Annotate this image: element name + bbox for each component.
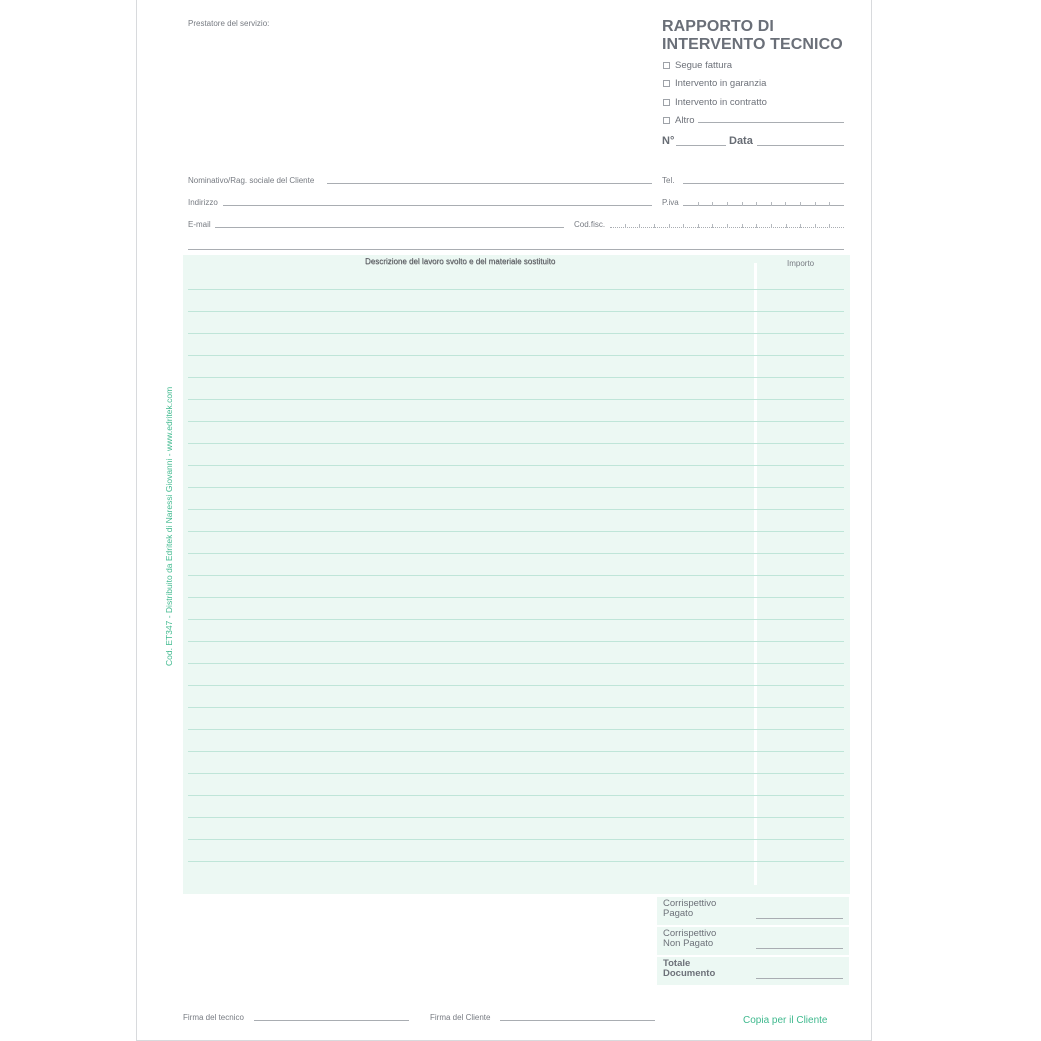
table-row[interactable] <box>188 729 844 730</box>
checkbox-icon[interactable] <box>663 80 670 87</box>
field-tick <box>727 224 728 228</box>
table-row[interactable] <box>188 817 844 818</box>
total-unpaid-line1: Corrispettivo <box>663 928 717 939</box>
total-unpaid-field[interactable] <box>756 948 843 949</box>
client-signature-label: Firma del Cliente <box>430 1013 491 1022</box>
date-field[interactable] <box>757 145 844 146</box>
technician-signature-label: Firma del tecnico <box>183 1013 244 1022</box>
table-row[interactable] <box>188 553 844 554</box>
vat-field[interactable] <box>683 205 844 206</box>
title-line-2: INTERVENTO TECNICO <box>662 36 843 53</box>
total-paid-field[interactable] <box>756 918 843 919</box>
report-sheet <box>136 0 872 1041</box>
table-row[interactable] <box>188 597 844 598</box>
field-tick <box>829 202 830 206</box>
table-row[interactable] <box>188 861 844 862</box>
option-segue-fattura[interactable] <box>663 60 732 71</box>
field-tick <box>786 224 787 228</box>
field-tick <box>829 224 830 228</box>
side-print-code: Cod. ET347 - Distribuito da Edritek di Naressi Giovanni - www.edritek.com <box>164 386 174 666</box>
page-title <box>662 18 843 54</box>
amount-header: Importo <box>787 259 815 268</box>
table-row[interactable] <box>188 487 844 488</box>
work-table <box>183 255 850 894</box>
table-row[interactable] <box>188 663 844 664</box>
field-tick <box>654 224 655 228</box>
field-tick <box>756 202 757 206</box>
table-row[interactable] <box>188 377 844 378</box>
field-tick <box>669 224 670 228</box>
field-tick <box>815 202 816 206</box>
field-tick <box>683 224 684 228</box>
table-row[interactable] <box>188 333 844 334</box>
technician-signature-field[interactable] <box>254 1020 409 1021</box>
table-row[interactable] <box>188 839 844 840</box>
total-paid-line2: Pagato <box>663 908 694 919</box>
table-row[interactable] <box>188 443 844 444</box>
option-intervento-contratto[interactable] <box>663 97 767 108</box>
title-line-1: RAPPORTO DI <box>662 18 774 35</box>
checkbox-icon[interactable] <box>663 117 670 124</box>
total-unpaid-line2: Non Pagato <box>663 938 714 949</box>
separator-line <box>188 249 844 250</box>
table-row[interactable] <box>188 751 844 752</box>
table-row[interactable] <box>188 795 844 796</box>
option-label: Intervento in garanzia <box>675 78 767 89</box>
email-field[interactable] <box>215 227 564 228</box>
field-tick <box>698 224 699 228</box>
table-row[interactable] <box>188 289 844 290</box>
description-header: Descrizione del lavoro svolto e del materiale sostituito <box>365 257 556 266</box>
field-tick <box>800 202 801 206</box>
address-label: Indirizzo <box>188 198 218 207</box>
total-paid-line1: Corrispettivo <box>663 898 717 909</box>
total-paid-row[interactable] <box>657 897 849 925</box>
field-tick <box>712 202 713 206</box>
option-label: Segue fattura <box>675 60 733 71</box>
copy-label: Copia per il Cliente <box>743 1015 828 1026</box>
field-tick <box>639 224 640 228</box>
field-tick <box>771 202 772 206</box>
option-label: Intervento in contratto <box>675 97 767 108</box>
table-row[interactable] <box>188 465 844 466</box>
option-altro[interactable] <box>663 115 695 126</box>
client-name-field[interactable] <box>327 183 652 184</box>
client-signature-field[interactable] <box>500 1020 655 1021</box>
field-tick <box>712 224 713 228</box>
total-document-field[interactable] <box>756 978 843 979</box>
client-name-label: Nominativo/Rag. sociale del Cliente <box>188 176 315 185</box>
vat-label: P.iva <box>662 198 679 207</box>
phone-field[interactable] <box>683 183 844 184</box>
field-tick <box>800 224 801 228</box>
table-row[interactable] <box>188 421 844 422</box>
checkbox-icon[interactable] <box>663 99 670 106</box>
table-row[interactable] <box>188 575 844 576</box>
column-divider <box>754 263 757 885</box>
field-tick <box>742 202 743 206</box>
altro-field[interactable] <box>698 122 844 123</box>
number-field[interactable] <box>676 145 726 146</box>
field-tick <box>785 202 786 206</box>
total-document-line1: Totale <box>663 958 691 969</box>
field-tick <box>771 224 772 228</box>
email-label: E-mail <box>188 220 211 229</box>
field-tick <box>727 202 728 206</box>
table-row[interactable] <box>188 641 844 642</box>
option-intervento-garanzia[interactable] <box>663 78 766 89</box>
address-field[interactable] <box>223 205 652 206</box>
table-row[interactable] <box>188 707 844 708</box>
table-row[interactable] <box>188 509 844 510</box>
number-label: N° <box>662 135 675 147</box>
table-row[interactable] <box>188 531 844 532</box>
table-row[interactable] <box>188 685 844 686</box>
field-tick <box>698 202 699 206</box>
total-document-line2: Documento <box>663 968 716 979</box>
table-row[interactable] <box>188 773 844 774</box>
provider-label: Prestatore del servizio: <box>188 19 270 28</box>
table-row[interactable] <box>188 311 844 312</box>
option-label: Altro <box>675 115 695 126</box>
field-tick <box>815 224 816 228</box>
date-label: Data <box>729 135 753 147</box>
checkbox-icon[interactable] <box>663 62 670 69</box>
phone-label: Tel. <box>662 176 675 185</box>
field-tick <box>625 224 626 228</box>
field-tick <box>742 224 743 228</box>
table-row[interactable] <box>188 399 844 400</box>
tax-code-label: Cod.fisc. <box>574 220 606 229</box>
table-row[interactable] <box>188 619 844 620</box>
field-tick <box>756 224 757 228</box>
total-document-row[interactable] <box>657 957 849 985</box>
total-unpaid-row[interactable] <box>657 927 849 955</box>
table-row[interactable] <box>188 355 844 356</box>
